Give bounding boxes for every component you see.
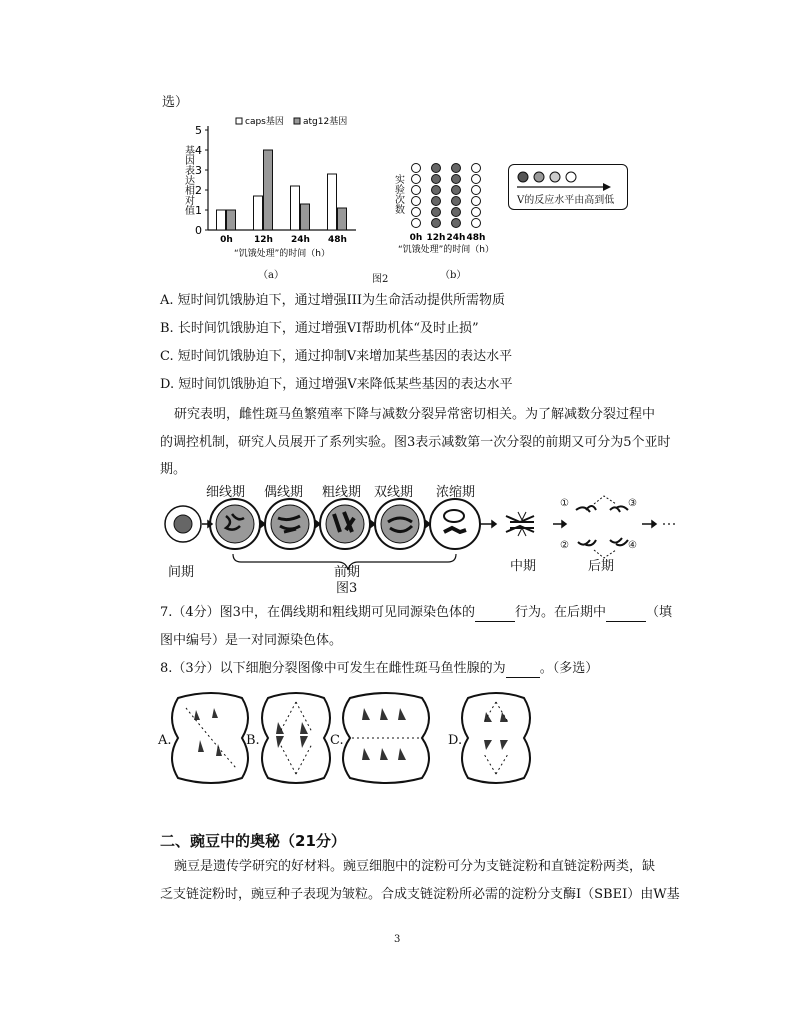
dot: [452, 197, 461, 206]
x-tick-label: 12h: [254, 235, 273, 245]
fig3-caption: 图3: [336, 581, 358, 596]
fig2a-panel-label: （a）: [258, 270, 284, 281]
stage-label-metaphase: 中期: [510, 559, 537, 574]
dot: [432, 186, 441, 195]
option-d: D. 短时间饥饿胁迫下，通过增强V来降低某些基因的表达水平: [160, 377, 513, 392]
leptotene-nucleus: [216, 505, 254, 543]
cell-c-outline: [343, 693, 429, 783]
q7-line-2: 图中编号）是一对同源染色体。: [160, 633, 343, 648]
y-tick-label: 0: [195, 224, 202, 237]
dot: [432, 175, 441, 184]
bar-caps: [291, 186, 300, 230]
diplotene-nucleus: [381, 505, 419, 543]
legend-swatch-caps: [236, 118, 242, 124]
dot: [472, 186, 481, 195]
q7-blank-2[interactable]: [606, 621, 646, 622]
stage-label-pachytene: 粗线期: [322, 485, 362, 500]
pachytene-nucleus: [326, 505, 364, 543]
interphase-nucleus: [174, 515, 192, 533]
dot: [432, 164, 441, 173]
stage-cells: [210, 499, 480, 549]
legend-label-caps: caps基因: [245, 117, 284, 127]
dot: [472, 164, 481, 173]
stage-label-leptotene: 细线期: [206, 485, 246, 500]
fig2b-panel-label: （b）: [440, 270, 467, 281]
bar-atg12: [264, 150, 273, 230]
cell-a-outline: [172, 693, 248, 783]
q8-blank[interactable]: [506, 677, 540, 678]
dot: [432, 197, 441, 206]
q7-blank-1[interactable]: [475, 621, 515, 622]
cell-d-outline: [462, 693, 530, 783]
metaphase-chromosomes: [506, 512, 534, 536]
dot: [432, 219, 441, 228]
anaphase-chromosomes: [576, 496, 628, 558]
option-a: A. 短时间饥饿胁迫下，通过增强III为生命活动提供所需物质: [160, 293, 506, 308]
dot: [412, 208, 421, 217]
stage-label-diakinesis: 浓缩期: [436, 485, 476, 500]
stage-label-zygotene: 偶线期: [264, 485, 304, 500]
bar-caps: [328, 174, 337, 230]
stage-label-prophase: 前期: [334, 565, 361, 580]
anaphase-num-2: ②: [560, 540, 569, 551]
bar-atg12: [227, 210, 236, 230]
cell-c-label: C.: [330, 733, 344, 748]
dot: [412, 186, 421, 195]
anaphase-num-4: ④: [628, 540, 637, 551]
figure-3: [158, 484, 678, 599]
dot: [472, 219, 481, 228]
q7-line-1: 7.（4分）图3中，在偶线期和粗线期可见同源染色体的 行为。在后期中 （填: [160, 605, 672, 620]
cell-b-label: B.: [246, 733, 260, 748]
fig2-caption: 图2: [372, 274, 389, 285]
section-2-title: 二、豌豆中的奥秘（21分）: [160, 832, 346, 850]
section-2-line-2: 乏支链淀粉时，豌豆种子表现为皱粒。合成支链淀粉所必需的淀粉分支酶I（SBEI）由W基: [160, 887, 680, 902]
intro-line-2: 的调控机制，研究人员展开了系列实验。图3表示减数第一次分裂的前期又可分为5个亚时: [160, 435, 671, 450]
bar-caps: [254, 196, 263, 230]
y-tick-label: 2: [195, 184, 202, 197]
dot: [452, 175, 461, 184]
legend-dot-mid: [534, 172, 544, 182]
dot: [472, 208, 481, 217]
bar-atg12: [301, 204, 310, 230]
bar-caps: [217, 210, 226, 230]
intro-line-3: 期。: [160, 462, 187, 477]
x-tick-label: 48h: [466, 233, 486, 243]
dot: [412, 197, 421, 206]
x-tick-label: 12h: [426, 233, 446, 243]
y-tick-label: 4: [195, 144, 202, 157]
continued-fragment: 选）: [162, 95, 189, 110]
zygotene-nucleus: [271, 505, 309, 543]
x-tick-label: 24h: [446, 233, 466, 243]
legend-label-atg12: atg12基因: [303, 117, 348, 127]
legend-swatch-atg12: [294, 118, 300, 124]
cell-d-label: D.: [448, 733, 463, 748]
fig2b-dot-matrix: [388, 160, 506, 260]
page-number: 3: [394, 934, 401, 945]
dot: [452, 219, 461, 228]
dot: [472, 175, 481, 184]
y-axis-label: 基因表达相对值: [182, 145, 194, 215]
cell-a-label: A.: [158, 733, 172, 748]
fig2b-legend-box: [508, 164, 628, 210]
y-tick-label: 5: [195, 124, 202, 137]
x-tick-label: 0h: [409, 233, 423, 243]
option-b: B. 长时间饥饿胁迫下，通过增强VI帮助机体“及时止损”: [160, 321, 479, 336]
dot: [412, 219, 421, 228]
dot: [452, 186, 461, 195]
y-tick-label: 3: [195, 164, 202, 177]
fig2b-legend-text: V的反应水平由高到低: [517, 195, 615, 206]
intro-line-1: 研究表明，雌性斑马鱼繁殖率下降与减数分裂异常密切相关。为了解减数分裂过程中: [174, 407, 656, 422]
fig2a-bar-chart: [168, 112, 368, 282]
dot: [472, 197, 481, 206]
q8-line: 8.（3分）以下细胞分裂图像中可发生在雌性斑马鱼性腺的为 。（多选）: [160, 661, 599, 676]
section-2-line-1: 豌豆是遗传学研究的好材料。豌豆细胞中的淀粉可分为支链淀粉和直链淀粉两类，缺: [174, 859, 656, 874]
legend-dot-dark: [518, 172, 528, 182]
q8-cell-images: [156, 688, 536, 788]
x-axis-label: “饥饿处理”的时间（h）: [233, 249, 331, 259]
cell-b-outline: [262, 693, 330, 783]
anaphase-num-1: ①: [560, 498, 569, 509]
dot: [412, 164, 421, 173]
legend-dot-white: [566, 172, 576, 182]
x-tick-label: 24h: [291, 235, 310, 245]
y-tick-label: 1: [195, 204, 202, 217]
anaphase-num-3: ③: [628, 498, 637, 509]
diakinesis-cell: [430, 499, 480, 549]
dot: [432, 208, 441, 217]
bar-atg12: [338, 208, 347, 230]
stage-label-anaphase: 后期: [588, 559, 615, 574]
legend-arrow-head: [603, 183, 611, 191]
option-c: C. 短时间饥饿胁迫下，通过抑制V来增加某些基因的表达水平: [160, 349, 513, 364]
stage-label-interphase: 间期: [168, 565, 195, 580]
dot: [412, 175, 421, 184]
x-tick-label: 48h: [328, 235, 347, 245]
x-axis-label: “饥饿处理”的时间（h）: [397, 245, 495, 255]
x-tick-label: 0h: [220, 235, 233, 245]
stage-label-diplotene: 双线期: [374, 485, 414, 500]
dot: [452, 208, 461, 217]
legend-dot-light: [550, 172, 560, 182]
dot: [452, 164, 461, 173]
y-axis-label: 实验次数: [392, 174, 404, 214]
